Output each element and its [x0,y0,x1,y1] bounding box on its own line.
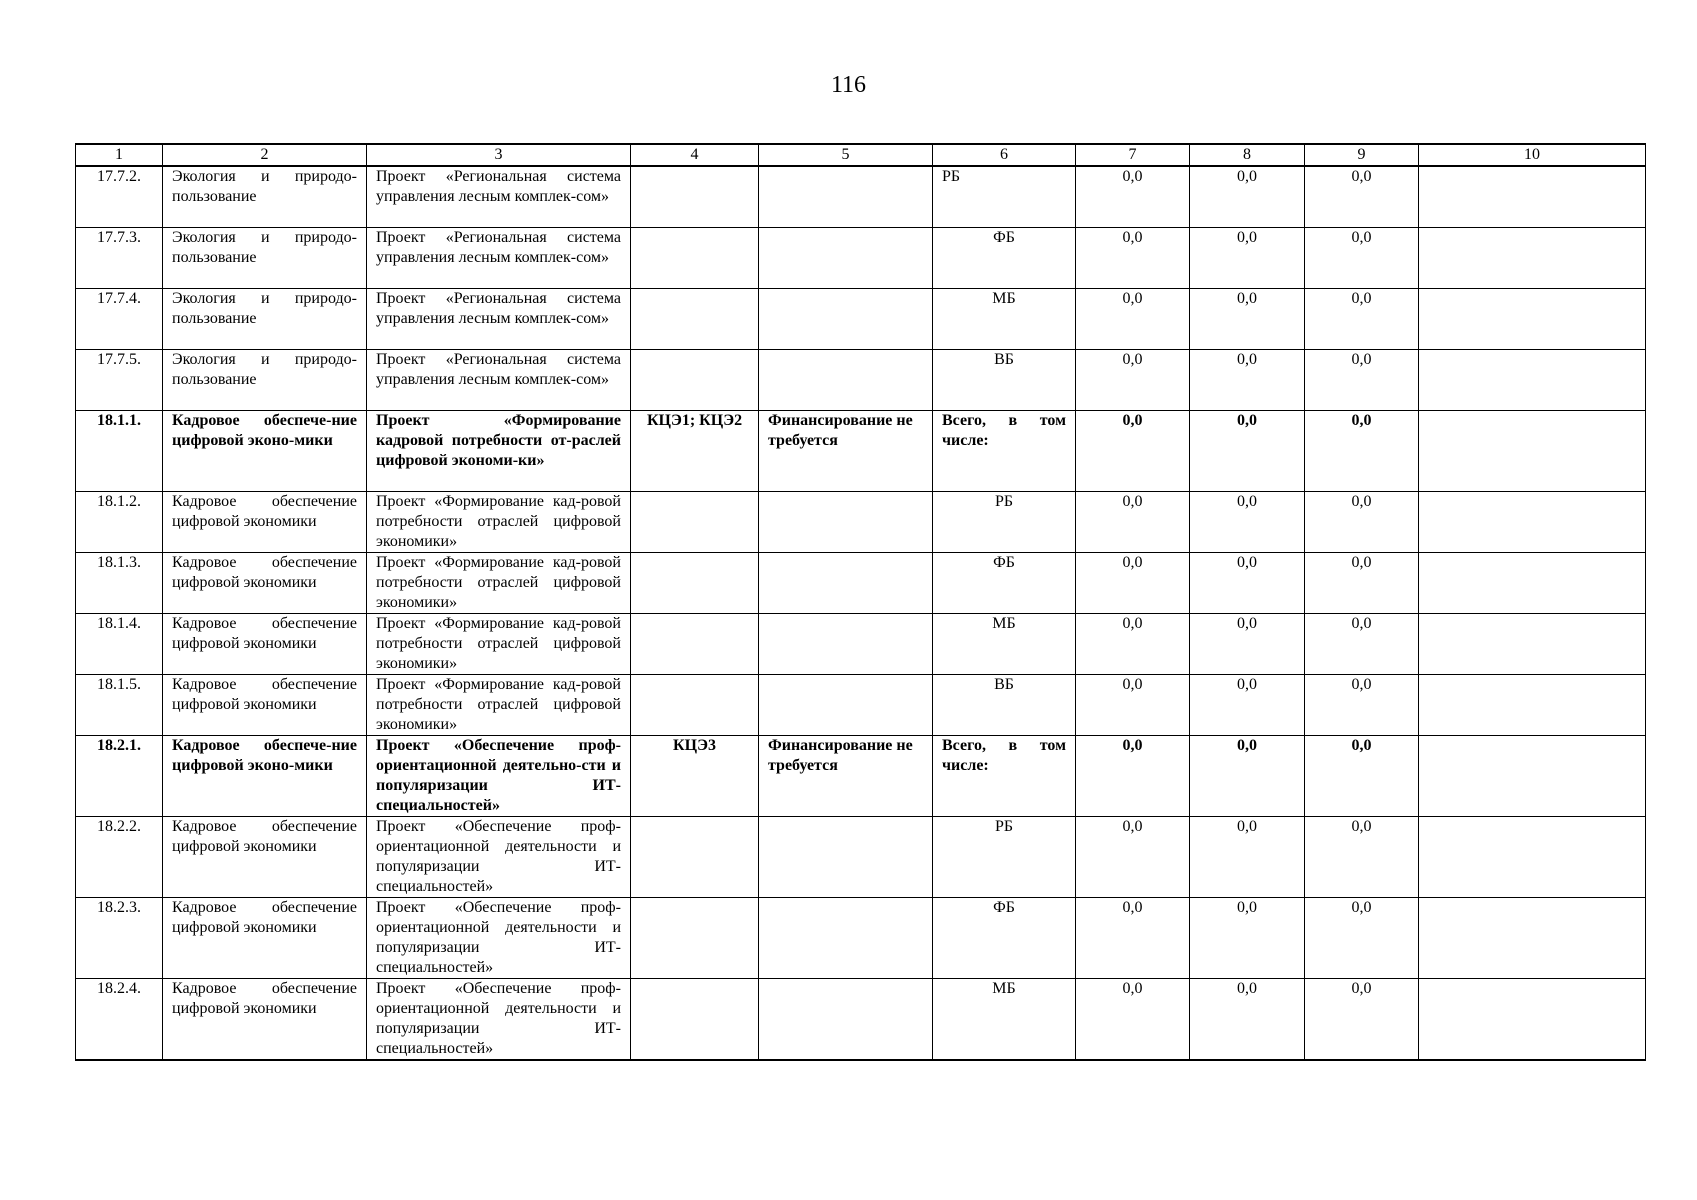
table-row [76,166,1646,227]
financing-cell [759,897,933,978]
area-cell: Кадровое обеспечение цифровой экономики [163,978,367,1060]
project-cell: Проект «Обеспечение проф-ориентационной деятельности и популяризации ИТ-специальностей» [367,897,631,978]
project-cell: Проект «Обеспечение проф-ориентационной деятельности и популяризации ИТ-специальностей» [367,816,631,897]
area-cell: Экология и природо-пользование [163,227,367,288]
value-col9-cell: 0,0 [1305,349,1419,410]
area-cell: Кадровое обеспечение цифровой экономики [163,613,367,674]
project-cell: Проект «Формирование кад-ровой потребности отраслей цифровой экономики» [367,613,631,674]
value-col8-cell: 0,0 [1190,410,1305,491]
table-row [76,227,1646,288]
row-number: 17.7.5. [76,349,163,410]
financing-cell [759,491,933,552]
column-number-row [76,144,1646,166]
area-cell: Кадровое обеспечение цифровой экономики [163,897,367,978]
value-col8-cell: 0,0 [1190,735,1305,816]
table-row [76,674,1646,735]
col10-cell [1419,552,1646,613]
row-number: 17.7.2. [76,166,163,227]
value-col9-cell: 0,0 [1305,978,1419,1060]
value-col9-cell: 0,0 [1305,816,1419,897]
column-number-1: 1 [76,144,163,166]
value-col7-cell: 0,0 [1076,897,1190,978]
financing-cell [759,613,933,674]
table-row [76,410,1646,491]
table-row [76,897,1646,978]
indicator-cell [631,816,759,897]
financing-cell [759,166,933,227]
area-cell: Кадровое обеспече-ние цифровой эконо-мики [163,735,367,816]
project-cell: Проект «Формирование кадровой потребности от-раслей цифровой экономи-ки» [367,410,631,491]
column-number-5: 5 [759,144,933,166]
area-cell: Экология и природо-пользование [163,349,367,410]
indicator-cell [631,491,759,552]
table-row [76,816,1646,897]
area-cell: Экология и природо-пользование [163,166,367,227]
value-col8-cell: 0,0 [1190,288,1305,349]
financing-cell [759,227,933,288]
row-number: 18.2.4. [76,978,163,1060]
row-number: 18.2.2. [76,816,163,897]
funding-source-cell: МБ [933,613,1076,674]
indicator-cell [631,552,759,613]
table-row [76,552,1646,613]
value-col7-cell: 0,0 [1076,410,1190,491]
value-col8-cell: 0,0 [1190,613,1305,674]
row-number: 17.7.3. [76,227,163,288]
col10-cell [1419,410,1646,491]
financing-cell: Финансирование не требуется [759,735,933,816]
area-cell: Кадровое обеспече-ние цифровой эконо-мики [163,410,367,491]
row-number: 18.2.1. [76,735,163,816]
indicator-cell [631,897,759,978]
col10-cell [1419,288,1646,349]
value-col7-cell: 0,0 [1076,735,1190,816]
indicator-cell [631,674,759,735]
column-number-3: 3 [367,144,631,166]
funding-source-cell: ФБ [933,552,1076,613]
column-number-8: 8 [1190,144,1305,166]
column-number-7: 7 [1076,144,1190,166]
row-number: 18.1.5. [76,674,163,735]
value-col8-cell: 0,0 [1190,816,1305,897]
area-cell: Кадровое обеспечение цифровой экономики [163,674,367,735]
table-body [76,166,1646,1060]
financing-table [75,143,1646,1061]
value-col9-cell: 0,0 [1305,613,1419,674]
value-col8-cell: 0,0 [1190,349,1305,410]
indicator-cell [631,227,759,288]
project-cell: Проект «Региональная система управления лесным комплек-сом» [367,288,631,349]
funding-source-cell: МБ [933,978,1076,1060]
financing-cell [759,816,933,897]
col10-cell [1419,674,1646,735]
project-cell: Проект «Формирование кад-ровой потребности отраслей цифровой экономики» [367,552,631,613]
row-number: 18.1.2. [76,491,163,552]
indicator-cell: КЦЭ3 [631,735,759,816]
row-number: 18.2.3. [76,897,163,978]
col10-cell [1419,897,1646,978]
indicator-cell [631,349,759,410]
value-col8-cell: 0,0 [1190,674,1305,735]
col10-cell [1419,227,1646,288]
table-row [76,978,1646,1060]
col10-cell [1419,613,1646,674]
col10-cell [1419,978,1646,1060]
column-number-4: 4 [631,144,759,166]
value-col7-cell: 0,0 [1076,166,1190,227]
row-number: 18.1.4. [76,613,163,674]
table-row [76,288,1646,349]
project-cell: Проект «Формирование кад-ровой потребности отраслей цифровой экономики» [367,491,631,552]
value-col9-cell: 0,0 [1305,735,1419,816]
indicator-cell [631,978,759,1060]
value-col7-cell: 0,0 [1076,491,1190,552]
value-col9-cell: 0,0 [1305,227,1419,288]
value-col7-cell: 0,0 [1076,613,1190,674]
value-col7-cell: 0,0 [1076,978,1190,1060]
col10-cell [1419,735,1646,816]
value-col9-cell: 0,0 [1305,491,1419,552]
value-col8-cell: 0,0 [1190,227,1305,288]
table-row [76,735,1646,816]
page-number: 116 [830,72,867,98]
area-cell: Кадровое обеспечение цифровой экономики [163,552,367,613]
project-cell: Проект «Региональная система управления лесным комплек-сом» [367,349,631,410]
funding-source-cell: РБ [933,491,1076,552]
area-cell: Кадровое обеспечение цифровой экономики [163,491,367,552]
funding-source-cell: Всего, в том числе: [933,735,1076,816]
financing-cell: Финансирование не требуется [759,410,933,491]
financing-cell [759,978,933,1060]
table-row [76,613,1646,674]
table-row [76,349,1646,410]
column-number-10: 10 [1419,144,1646,166]
indicator-cell: КЦЭ1; КЦЭ2 [631,410,759,491]
row-number: 17.7.4. [76,288,163,349]
project-cell: Проект «Обеспечение проф-ориентационной деятельности и популяризации ИТ-специальностей» [367,978,631,1060]
funding-source-cell: Всего, в том числе: [933,410,1076,491]
value-col8-cell: 0,0 [1190,491,1305,552]
value-col9-cell: 0,0 [1305,897,1419,978]
project-cell: Проект «Формирование кад-ровой потребности отраслей цифровой экономики» [367,674,631,735]
value-col7-cell: 0,0 [1076,674,1190,735]
table-header [76,144,1646,166]
row-number: 18.1.1. [76,410,163,491]
funding-source-cell: МБ [933,288,1076,349]
value-col9-cell: 0,0 [1305,552,1419,613]
funding-source-cell: ФБ [933,897,1076,978]
area-cell: Кадровое обеспечение цифровой экономики [163,816,367,897]
column-number-9: 9 [1305,144,1419,166]
row-number: 18.1.3. [76,552,163,613]
value-col8-cell: 0,0 [1190,978,1305,1060]
indicator-cell [631,166,759,227]
value-col9-cell: 0,0 [1305,166,1419,227]
column-number-2: 2 [163,144,367,166]
funding-source-cell: ВБ [933,349,1076,410]
financing-cell [759,552,933,613]
table-row [76,491,1646,552]
value-col9-cell: 0,0 [1305,410,1419,491]
value-col8-cell: 0,0 [1190,552,1305,613]
value-col7-cell: 0,0 [1076,552,1190,613]
value-col9-cell: 0,0 [1305,288,1419,349]
col10-cell [1419,166,1646,227]
area-cell: Экология и природо-пользование [163,288,367,349]
funding-source-cell: ФБ [933,227,1076,288]
value-col8-cell: 0,0 [1190,166,1305,227]
financing-cell [759,349,933,410]
project-cell: Проект «Региональная система управления лесным комплек-сом» [367,166,631,227]
funding-source-cell: ВБ [933,674,1076,735]
col10-cell [1419,491,1646,552]
financing-cell [759,288,933,349]
financing-cell [759,674,933,735]
value-col7-cell: 0,0 [1076,227,1190,288]
project-cell: Проект «Обеспечение проф-ориентационной деятельно-сти и популяризации ИТ-специальностей» [367,735,631,816]
value-col7-cell: 0,0 [1076,288,1190,349]
indicator-cell [631,288,759,349]
value-col8-cell: 0,0 [1190,897,1305,978]
indicator-cell [631,613,759,674]
funding-source-cell: РБ [933,166,1076,227]
project-cell: Проект «Региональная система управления лесным комплек-сом» [367,227,631,288]
funding-source-cell: РБ [933,816,1076,897]
value-col7-cell: 0,0 [1076,349,1190,410]
col10-cell [1419,816,1646,897]
col10-cell [1419,349,1646,410]
column-number-6: 6 [933,144,1076,166]
value-col7-cell: 0,0 [1076,816,1190,897]
value-col9-cell: 0,0 [1305,674,1419,735]
